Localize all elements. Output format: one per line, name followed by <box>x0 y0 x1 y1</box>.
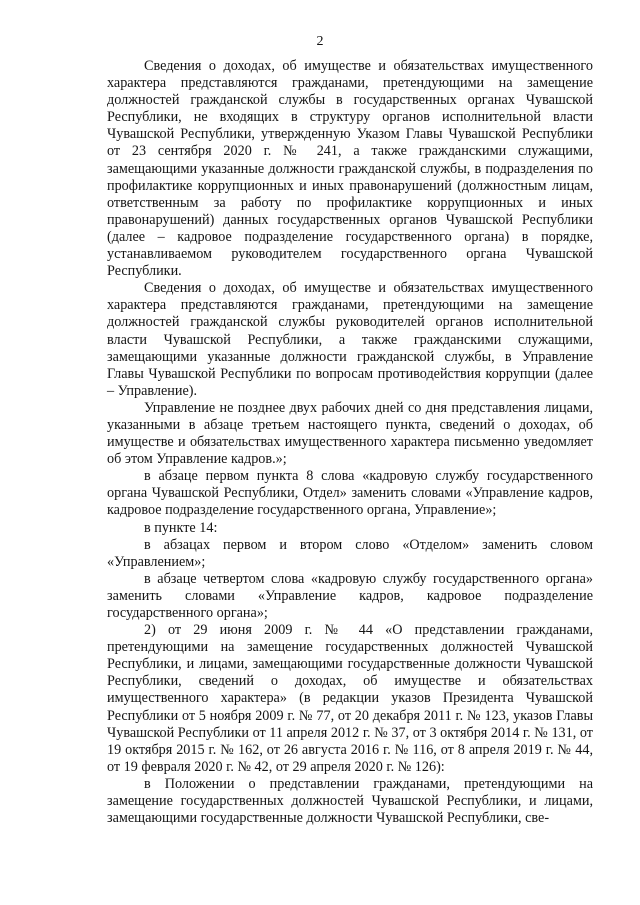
paragraph-8: 2) от 29 июня 2009 г. № 44 «О представлении гражданами, претендующими на замещение государственных должностей Чувашской Республики, и лицами, замещающими государственные должности Чувашской Республики, сведений о доходах, об имуществе и обязательствах имущественного характера» (в редакции указов Президента Чувашской Республики от 5 ноября 2009 г. № 77, от 20 декабря 2011 г. № 123, указов Главы Чувашской Республики от 11 апреля 2012 г. № 37, от 3 октября 2014 г. № 131, от 19 октября 2015 г. № 162, от 26 августа 2016 г. № 116, от 8 апреля 2019 г. № 44, от 19 февраля 2020 г. № 42, от 29 апреля 2020 г. № 126): <box>107 622 593 775</box>
page-number: 2 <box>316 34 324 49</box>
paragraph-7: в абзаце четвертом слова «кадровую службу государственного органа» заменить словами «Управление кадров, кадровое подразделение государственного органа»; <box>107 570 593 621</box>
paragraph-2: Сведения о доходах, об имуществе и обязательствах имущественного характера представляются гражданами, претендующими на замещение должностей гражданской службы руководителей органов исполнительной власти Чувашской Республики, а также гражданскими служащими, замещающими указанные должности гражданской службы, в Управление Главы Чувашской Республики по вопросам противодействия коррупции (далее – Управление). <box>107 280 593 399</box>
paragraph-3: Управление не позднее двух рабочих дней со дня представления лицами, указанными в абзаце третьем настоящего пункта, сведений о доходах, об имуществе и обязательствах имущественного характера письменно уведомляет об этом Управление кадров.»; <box>107 399 593 468</box>
paragraph-1: Сведения о доходах, об имуществе и обязательствах имущественного характера представляются гражданами, претендующими на замещение должностей гражданской службы в государственных органах Чувашской Республики, не входящих в структуру органов исполнительной власти Чувашской Республики, утвержденную Указом Главы Чувашской Республики от 23 сентября 2020 г. № 241, а также гражданскими служащими, замещающими указанные должности гражданской службы, в подразделения по профилактике коррупционных и иных правонарушений (должностным лицам, ответственным за работу по профилактике коррупционных и иных правонарушений) данных государственных органов Чувашской Республики (далее – кадровое подразделение государственного органа) в порядке, устанавливаемом руководителем государственного органа Чувашской Республики. <box>107 58 593 280</box>
paragraph-4: в абзаце первом пункта 8 слова «кадровую службу государственного органа Чувашской Республики, Отдел» заменить словами «Управление кадров, кадровое подразделение государственного органа, Управление»; <box>107 468 593 519</box>
paragraph-9: в Положении о представлении гражданами, претендующими на замещение государственных должностей Чувашской Республики, и лицами, замещающими государственные должности Чувашской Республики, све- <box>107 775 593 827</box>
paragraph-6: в абзацах первом и втором слово «Отделом» заменить словом «Управлением»; <box>107 536 593 570</box>
paragraph-5: в пункте 14: <box>144 519 218 536</box>
document-body <box>107 58 593 827</box>
